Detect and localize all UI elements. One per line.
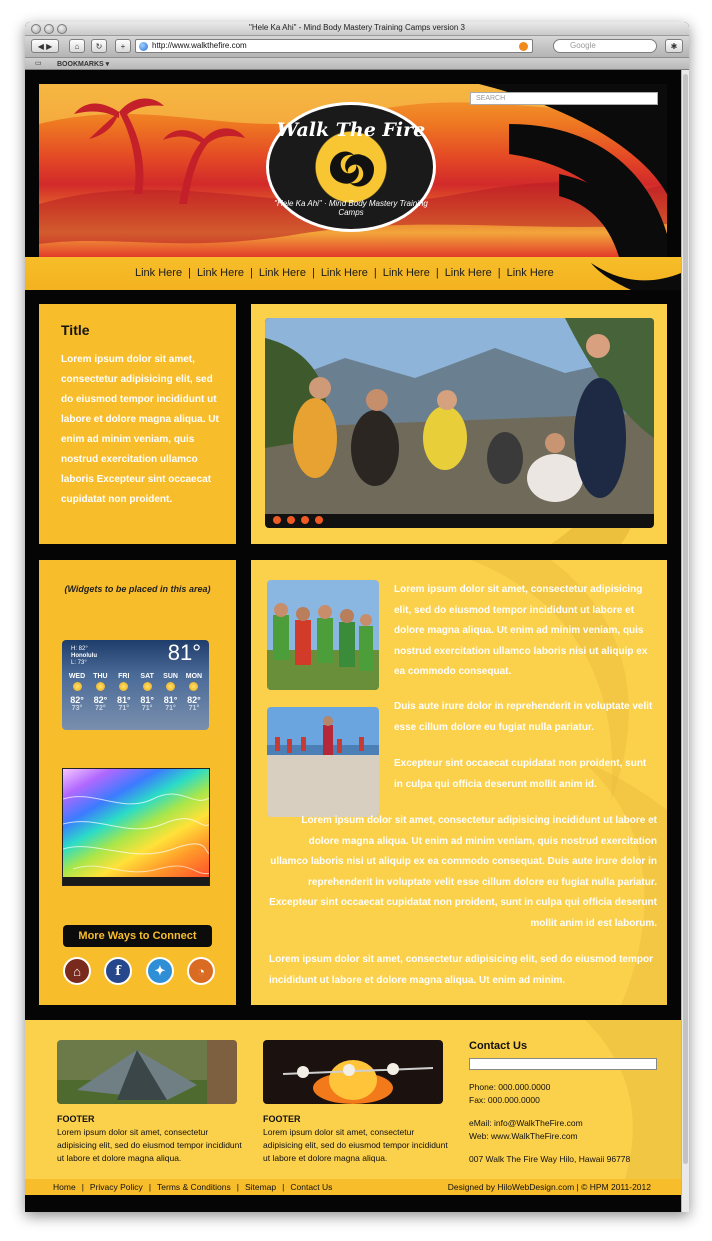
web-page (25, 70, 681, 1212)
sun-icon (143, 682, 152, 691)
footer-link-sitemap[interactable]: Sitemap (244, 1182, 277, 1192)
scrollbar-thumb[interactable] (683, 74, 688, 1164)
nav-links: Link Here | Link Here | Link Here | Link Here | Link Here | Link Here | Link Here (135, 267, 554, 279)
hero-photo (265, 318, 654, 514)
slide-dot-4[interactable] (315, 516, 323, 524)
hero-panel (251, 304, 667, 544)
weather-forecast (66, 673, 205, 712)
forecast-day-name: THU (93, 673, 108, 680)
site-header (39, 84, 667, 257)
forward-arrow-icon[interactable]: ▶ (46, 41, 53, 51)
forecast-low: 73° (71, 705, 83, 712)
contact-address: 007 Walk The Fire Way Hilo, Hawaii 96778 (469, 1154, 631, 1164)
slide-dot-2[interactable] (287, 516, 295, 524)
hero-slideshow[interactable] (265, 318, 654, 528)
forecast-day (113, 673, 135, 712)
sun-icon (189, 682, 198, 691)
vertical-scrollbar[interactable] (681, 70, 689, 1212)
kids-photo (267, 580, 379, 690)
site-search-placeholder: SEARCH (476, 95, 506, 102)
content-paragraph-3: Excepteur sint occaecat cupidatat non proident, sunt in culpa qui officia deserunt mollit anim id. (394, 758, 647, 790)
footer-link-terms[interactable]: Terms & Conditions (157, 1182, 231, 1192)
sun-icon (73, 682, 82, 691)
back-forward-button[interactable] (31, 39, 59, 53)
home-icon: ⌂ (74, 41, 80, 51)
bottom-bar (25, 1179, 681, 1195)
reload-icon: ↻ (95, 41, 103, 51)
forecast-day-name: SUN (163, 673, 178, 680)
more-ways-to-connect-button[interactable]: More Ways to Connect (63, 925, 212, 947)
sun-icon (119, 682, 128, 691)
weather-low: L: 73° (71, 660, 87, 666)
forecast-low: 71° (141, 705, 153, 712)
site-footer (25, 1020, 681, 1179)
walk-the-fire-logo[interactable] (266, 102, 436, 232)
nav-link-3[interactable]: Link Here (258, 267, 306, 279)
forecast-day-name: FRI (118, 673, 130, 680)
nav-link-7[interactable]: Link Here (506, 267, 554, 279)
browser-search-field[interactable] (553, 39, 657, 53)
home-button[interactable] (69, 39, 85, 53)
weather-map-image (63, 769, 210, 886)
footer-col2-title: FOOTER (263, 1114, 301, 1124)
intro-text: Lorem ipsum dolor sit amet, consectetur adipisicing elit, sed do eiusmod tempor incididunt ut labore et dolore magna aliqua. Ut enim ad minim veniam, quis nostrud exercitation ullamco laboris Excepteur sint occaecat cupidatat non proident. (61, 354, 219, 505)
footer-links: Home | Privacy Policy | Terms & Conditions | Sitemap | Contact Us (53, 1182, 333, 1192)
forecast-day-name: MON (185, 673, 203, 680)
forecast-day (66, 673, 88, 712)
nav-swoosh-decoration (591, 223, 681, 290)
plus-icon: + (120, 41, 126, 51)
forecast-low: 71° (165, 705, 176, 712)
facebook-icon[interactable]: f (104, 957, 132, 985)
site-search-input[interactable] (470, 92, 658, 105)
rss-icon[interactable]: ◔ (187, 957, 215, 985)
forecast-high: 81° (163, 695, 178, 705)
forecast-high: 82° (187, 695, 201, 705)
nav-link-1[interactable]: Link Here (135, 267, 183, 279)
content-paragraph-5: Lorem ipsum dolor sit amet, consectetur adipisicing elit, sed do eiusmod tempor incididunt ut labore et dolore magna aliqua. Ut enim ad minim. (269, 954, 653, 986)
content-paragraph-1: Lorem ipsum dolor sit amet, consectetur adipisicing elit, sed do eiusmod tempor incididunt ut labore et dolore magna aliqua. Ut enim ad minim veniam, quis nostrud exercitation ullamco laboris nisi ut aliquip ex ea commodo consequat. (394, 584, 648, 677)
content-paragraph-4: Lorem ipsum dolor sit amet, consectetur adipisicing incididunt ut labore et dolore magna aliqua. Ut enim ad minim veniam, quis nostrud exercitation ullamco laboris nisi ut aliquip ex ea commodo consequat. Duis aute irure dolor in reprehenderit in voluptate velit esse cillum dolore eu fugiat nulla pariatur. Excepteur sint occaecat cupidatat non proident, sunt in culpa qui officia deserunt mollit anim id est laborum. (269, 815, 657, 929)
forecast-high: 81° (116, 695, 131, 705)
slideshow-pager (273, 516, 323, 524)
forecast-high: 81° (140, 695, 154, 705)
nav-link-2[interactable]: Link Here (196, 267, 245, 279)
contact-website[interactable]: Web: www.WalkTheFire.com (469, 1131, 578, 1141)
address-bar[interactable] (135, 39, 533, 53)
footer-col1-text: Lorem ipsum dolor sit amet, consectetur adipisicing elit, sed do eiusmod tempor incididunt ut labore et dolore magna aliqua. (57, 1127, 242, 1163)
weather-current-temp: 81° (167, 640, 201, 665)
weather-map-widget[interactable] (62, 768, 210, 886)
sun-icon (96, 682, 105, 691)
bug-report-button[interactable] (665, 39, 683, 53)
slide-dot-1[interactable] (273, 516, 281, 524)
campfire-photo (263, 1040, 443, 1104)
widget-sidebar (39, 560, 236, 1005)
browser-toolbar (25, 36, 689, 58)
forecast-low: 71° (188, 705, 200, 712)
logo-title: Walk The Fire (276, 119, 426, 141)
main-content-panel (251, 560, 667, 1005)
weather-widget[interactable] (62, 640, 209, 730)
footer-link-home[interactable]: Home (53, 1182, 76, 1192)
forecast-day-name: SAT (140, 673, 154, 680)
main-navigation (25, 257, 681, 290)
contact-input[interactable] (469, 1058, 657, 1070)
nav-link-5[interactable]: Link Here (382, 267, 430, 279)
footer-credit: Designed by HiloWebDesign.com | © HPM 2011-2012 (447, 1182, 651, 1192)
widgets-caption: (Widgets to be placed in this area) (64, 584, 211, 594)
contact-phone: Phone: 000.000.0000 (469, 1082, 551, 1092)
rss-icon[interactable] (519, 42, 528, 51)
footer-col1-title: FOOTER (57, 1114, 95, 1124)
twitter-icon[interactable]: ✦ (146, 957, 174, 985)
content-paragraph-2: Duis aute irure dolor in reprehenderit in voluptate velit esse cillum dolore eu fugiat nulla pariatur. (394, 701, 653, 733)
forecast-low: 72° (95, 705, 106, 712)
forecast-day (89, 673, 111, 712)
forecast-day-name: WED (68, 673, 86, 680)
weather-high: H: 82° (71, 646, 88, 652)
back-arrow-icon[interactable]: ◀ (37, 41, 44, 51)
add-bookmark-button[interactable] (115, 39, 131, 53)
contact-email[interactable]: eMail: info@WalkTheFire.com (469, 1118, 583, 1128)
forecast-high: 82° (70, 695, 84, 705)
forecast-high: 82° (93, 695, 108, 705)
bookmarks-bar (25, 58, 689, 70)
window-title: "Hele Ka Ahi" - Mind Body Mastery Training Camps version 3 (249, 23, 465, 32)
title-bar (25, 22, 689, 36)
url-text: http://www.walkthefire.com (152, 41, 247, 50)
footer-link-privacy[interactable]: Privacy Policy (89, 1182, 143, 1192)
bookmarks-menu[interactable]: BOOKMARKS ▾ (57, 61, 110, 68)
tent-photo (57, 1040, 237, 1104)
weather-city-block (71, 646, 97, 667)
intro-title: Title (61, 322, 90, 338)
reload-button[interactable] (91, 39, 107, 53)
weather-city: Honolulu (71, 653, 97, 659)
intro-panel (39, 304, 236, 544)
forecast-day (183, 673, 205, 712)
forecast-day (160, 673, 182, 712)
nav-link-6[interactable]: Link Here (444, 267, 492, 279)
bug-icon: ✱ (670, 41, 678, 51)
tribal-sun-icon (324, 143, 380, 195)
browser-window (25, 22, 689, 1212)
forecast-low: 71° (118, 705, 130, 712)
browser-search-placeholder: Google (570, 41, 596, 50)
sun-icon (166, 682, 175, 691)
globe-icon (139, 42, 148, 51)
footer-col2-text: Lorem ipsum dolor sit amet, consectetur adipisicing elit, sed do eiusmod tempor incididunt ut labore et dolore magna aliqua. (263, 1127, 448, 1163)
forecast-day (136, 673, 158, 712)
logo-subtitle: "Hele Ka Ahi" · Mind Body Mastery Training Camps (274, 199, 428, 217)
nav-link-4[interactable]: Link Here (320, 267, 368, 279)
beach-photo (267, 707, 379, 817)
contact-title: Contact Us (469, 1040, 528, 1052)
footer-link-contact[interactable]: Contact Us (290, 1182, 333, 1192)
home-icon[interactable]: ⌂ (63, 957, 91, 985)
contact-fax: Fax: 000.000.0000 (469, 1095, 540, 1105)
slide-dot-3[interactable] (301, 516, 309, 524)
book-icon[interactable]: ▭ (35, 60, 42, 67)
